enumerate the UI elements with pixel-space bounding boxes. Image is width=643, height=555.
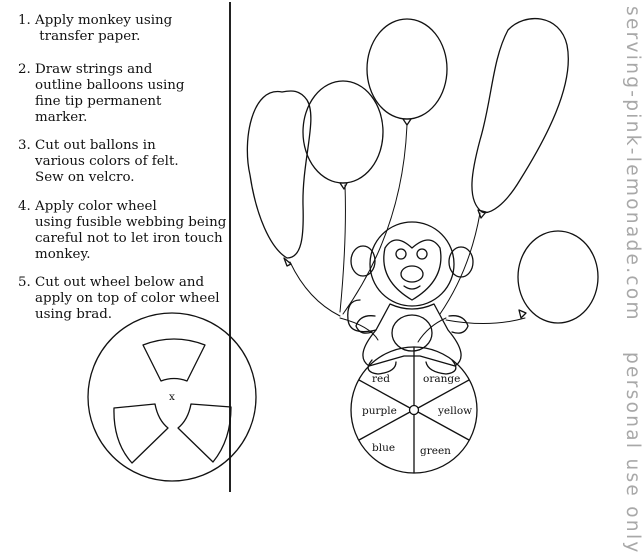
color-wheel-label-green: green bbox=[420, 445, 451, 457]
step-2-text: 2. Draw strings and outline balloons using fine tip permanent marker. bbox=[18, 62, 185, 125]
cutout-wheel-window-top bbox=[143, 339, 205, 381]
monkey-eye-left bbox=[396, 249, 406, 259]
balloon-5 bbox=[518, 231, 598, 323]
step-4-text: 4. Apply color wheel using fusible webbing being careful not to let iron touch monkey. bbox=[18, 199, 227, 262]
balloon-1 bbox=[247, 91, 311, 258]
step-1-text: 1. Apply monkey using transfer paper. bbox=[18, 13, 173, 44]
color-wheel-label-purple: purple bbox=[362, 405, 397, 417]
watermark bbox=[603, 6, 643, 555]
balloon-2 bbox=[303, 81, 383, 183]
step-5-text: 5. Cut out wheel below and apply on top of color wheel using brad. bbox=[18, 275, 220, 322]
monkey bbox=[348, 222, 473, 374]
cutout-wheel-window-left bbox=[114, 404, 168, 463]
cutout-wheel-center-mark: x bbox=[169, 391, 175, 403]
color-wheel-center-brad bbox=[410, 406, 419, 415]
monkey-hand-right bbox=[449, 316, 468, 333]
watermark-usage: personal use only bbox=[622, 351, 643, 555]
monkey-muzzle bbox=[401, 266, 423, 282]
color-wheel-label-blue: blue bbox=[372, 442, 396, 454]
watermark-site: serving-pink-lemonade.com bbox=[622, 6, 643, 322]
balloon-2-knot bbox=[340, 183, 347, 189]
cutout-wheel-window-right bbox=[178, 404, 231, 462]
balloon-3 bbox=[367, 19, 447, 119]
balloon-3-knot bbox=[403, 119, 411, 125]
balloon-4 bbox=[472, 19, 568, 213]
monkey-face bbox=[384, 240, 441, 300]
balloon-5-knot bbox=[519, 310, 526, 318]
monkey-ear-left bbox=[351, 246, 375, 276]
monkey-ear-right bbox=[449, 247, 473, 277]
color-wheel-label-orange: orange bbox=[423, 373, 461, 385]
color-wheel-label-red: red bbox=[372, 373, 390, 385]
monkey-mouth bbox=[404, 286, 420, 289]
monkey-eye-right bbox=[417, 249, 427, 259]
step-3-text: 3. Cut out ballons in various colors of felt. Sew on velcro. bbox=[18, 138, 179, 185]
monkey-head bbox=[370, 222, 454, 306]
monkey-belly bbox=[392, 315, 432, 351]
color-wheel-label-yellow: yellow bbox=[438, 405, 473, 417]
